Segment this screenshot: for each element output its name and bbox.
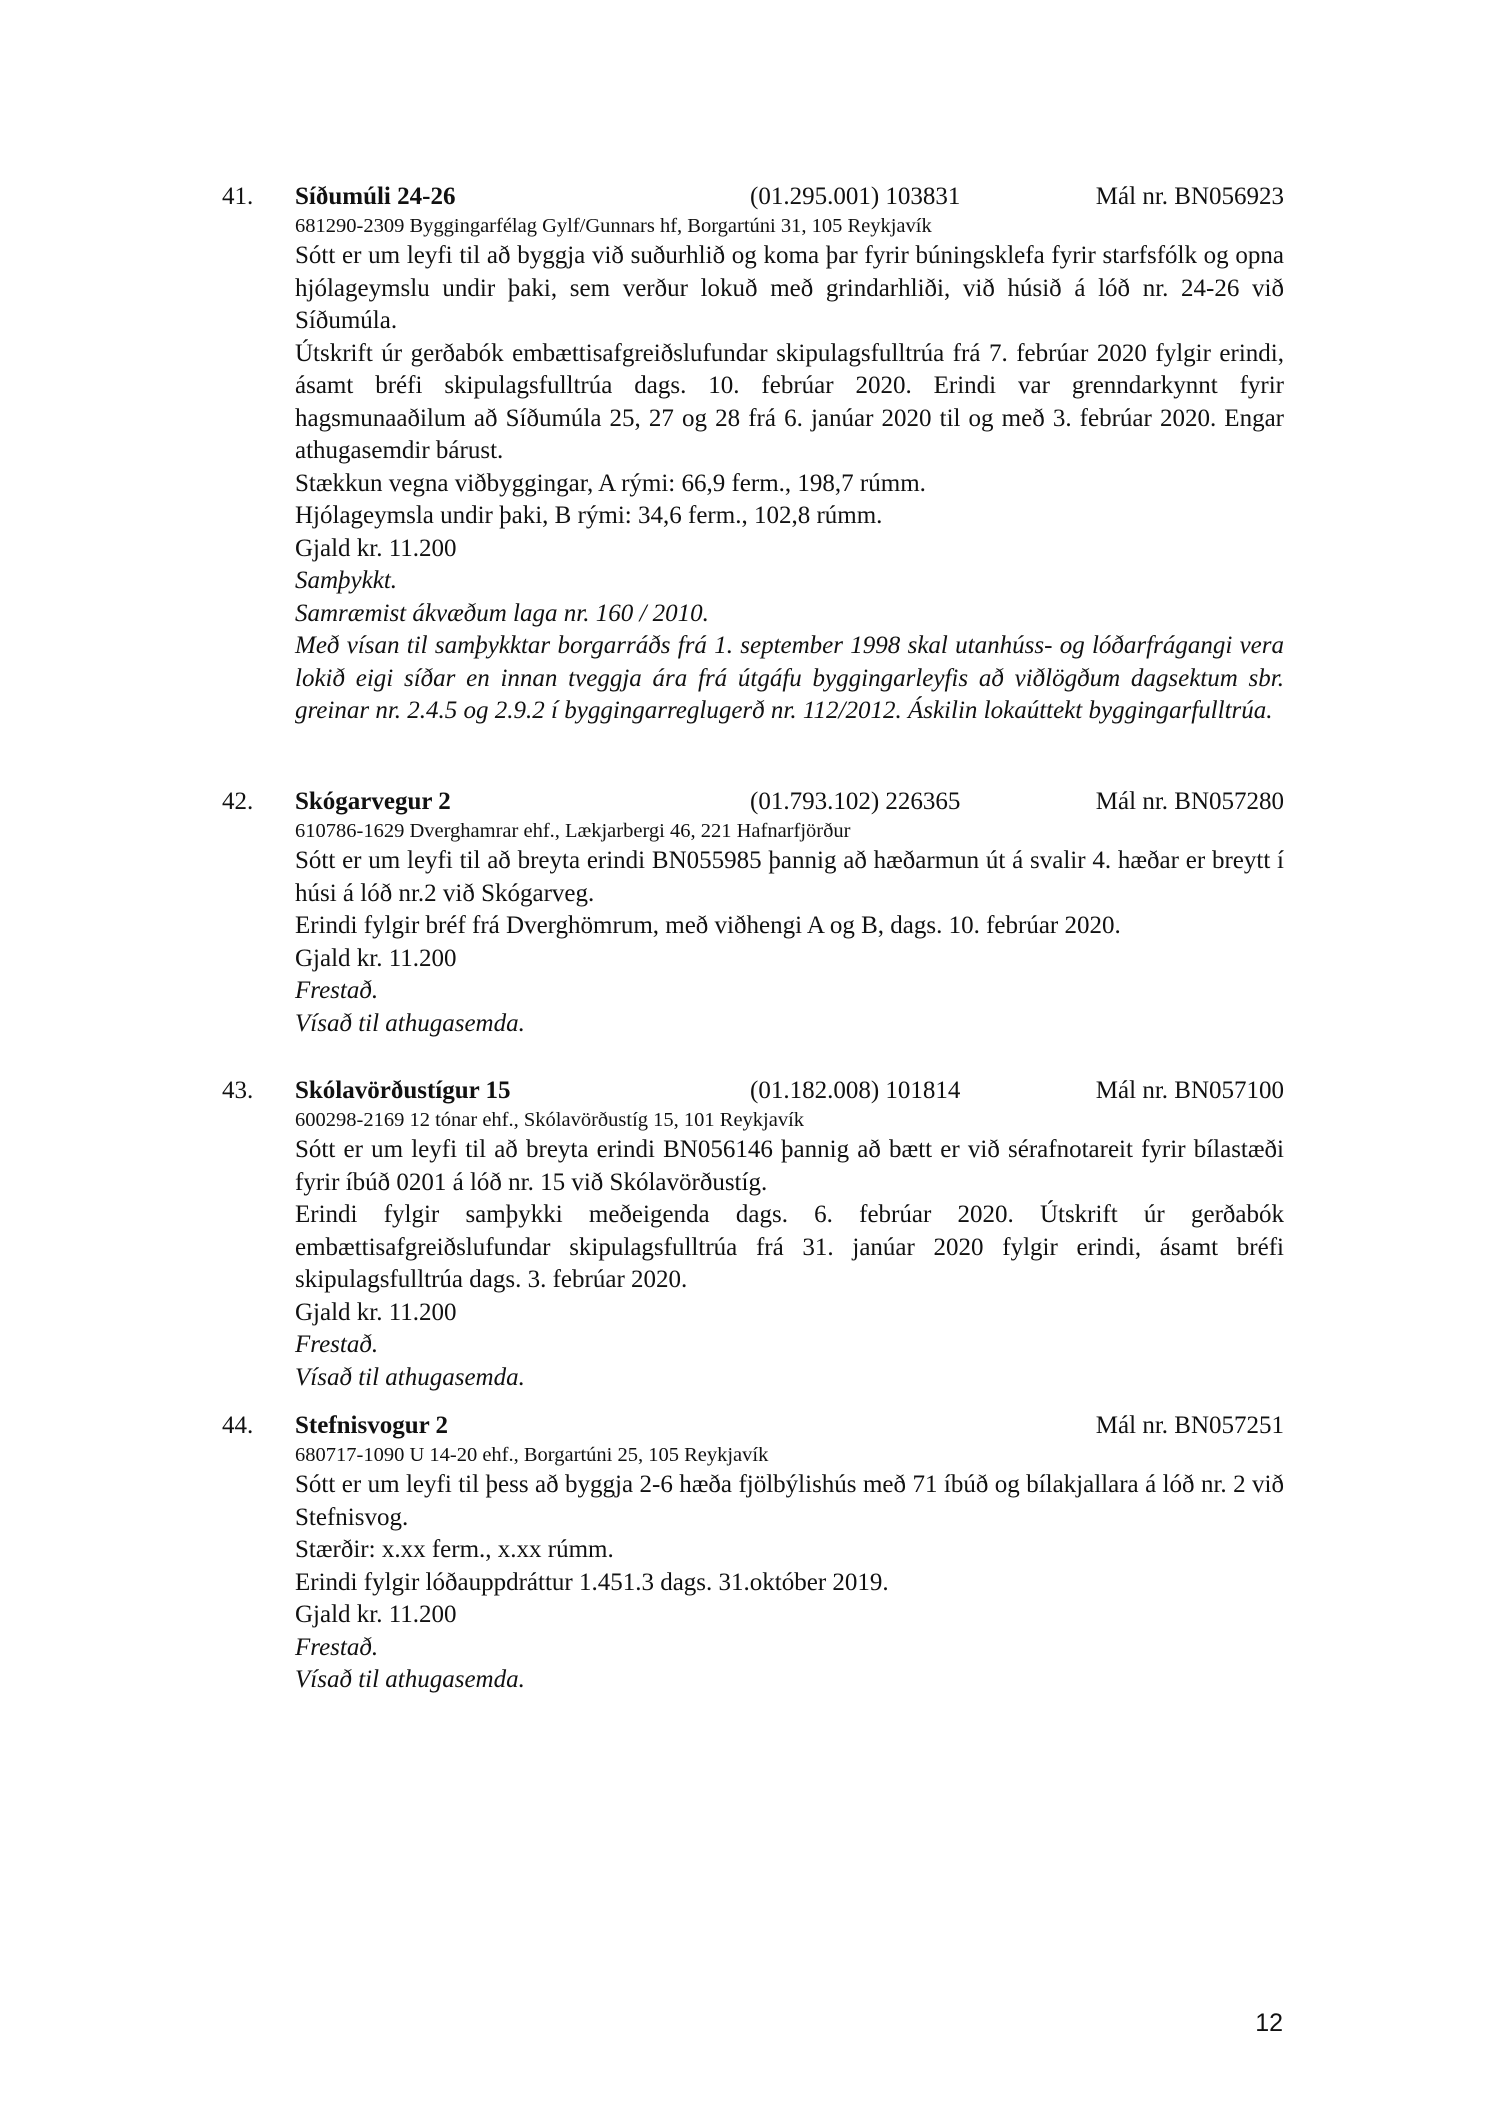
entry-case-number: Mál nr. BN056923 [1095,183,1284,210]
entry-address: Skólavörðustígur 15 [295,1077,511,1104]
entry-decision: Samþykkt. [295,567,398,594]
entry-reference: (01.182.008) 101814 [750,1077,961,1104]
entry-paragraph: Sótt er um leyfi til að breyta erindi BN056146 þannig að bætt er við sérafnotareit fyrir bílastæði fyrir íbúð 0201 á lóð nr. 15 við Skólavörðustíg. [295,1136,1284,1196]
case-entry-44 [222,1410,1284,1697]
entry-paragraph: Sótt er um leyfi til að breyta erindi BN055985 þannig að hæðarmun út á svalir 4. hæðar er breytt í húsi á lóð nr.2 við Skógarveg. [295,847,1284,907]
entry-applicant: 681290-2309 Byggingarfélag Gylf/Gunnars hf, Borgartúni 31, 105 Reykjavík [295,215,932,237]
entry-case-number: Mál nr. BN057251 [1095,1412,1284,1439]
entry-body [295,213,1284,728]
entry-case-number: Mál nr. BN057280 [1095,788,1284,815]
entry-line: Stækkun vegna viðbyggingar, A rými: 66,9 ferm., 198,7 rúmm. [295,469,926,497]
page-number: 12 [1255,2009,1283,2037]
entry-body [295,1442,1284,1697]
case-entry-42 [222,786,1284,1040]
entry-fee: Gjald kr. 11.200 [295,944,457,972]
entry-fee: Gjald kr. 11.200 [295,1601,457,1628]
entry-decision: Vísað til athugasemda. [295,1363,525,1391]
entry-case-number: Mál nr. BN057100 [1095,1077,1284,1104]
entry-body [295,818,1284,1040]
entry-number: 42. [222,788,254,815]
entry-header [222,181,1284,213]
entry-paragraph: Sótt er um leyfi til þess að byggja 2-6 hæða fjölbýlishús með 71 íbúð og bílakjallara á lóð nr. 2 við Stefnisvog. [295,1471,1284,1531]
entry-reference: (01.793.102) 226365 [750,788,961,815]
entry-applicant: 610786-1629 Dverghamrar ehf., Lækjarbergi 46, 221 Hafnarfjörður [295,820,851,842]
entry-decision: Frestað. [295,1331,379,1358]
entry-fee: Gjald kr. 11.200 [295,1298,457,1326]
entry-note: Með vísan til samþykktar borgarráðs frá 1. september 1998 skal utanhúss- og lóðarfrágangi vera lokið eigi síðar en innan tveggja ára frá útgáfu byggingarleyfis að viðlögðum dagsektum sbr. greinar nr. 2.4.5 og 2.9.2 í byggingarreglugerð nr. 112/2012. Áskilin lokaúttekt byggingarfulltrúa. [295,632,1284,724]
entry-reference: (01.295.001) 103831 [750,183,961,210]
entry-line: Stærðir: x.xx ferm., x.xx rúmm. [295,1536,614,1563]
entry-address: Síðumúli 24-26 [295,183,456,210]
entry-decision: Frestað. [295,977,379,1004]
entry-applicant: 680717-1090 U 14-20 ehf., Borgartúni 25, 105 Reykjavík [295,1444,769,1466]
entry-header [222,786,1284,818]
case-entry-41 [222,181,1284,728]
entry-number: 43. [222,1077,254,1104]
entry-line: Erindi fylgir lóðauppdráttur 1.451.3 dags. 31.október 2019. [295,1568,889,1596]
entry-line: Hjólageymsla undir þaki, B rými: 34,6 ferm., 102,8 rúmm. [295,502,883,529]
entry-decision: Vísað til athugasemda. [295,1009,525,1037]
entry-paragraph: Erindi fylgir samþykki meðeigenda dags. 6. febrúar 2020. Útskrift úr gerðabók embættisafgreiðslufundar skipulagsfulltrúa frá 31. janúar 2020 fylgir erindi, ásamt bréfi skipulagsfulltrúa dags. 3. febrúar 2020. [295,1201,1284,1293]
entry-decision: Samræmist ákvæðum laga nr. 160 / 2010. [295,599,709,627]
entry-body [295,1107,1284,1394]
entry-decision: Frestað. [295,1633,379,1661]
entry-header [222,1075,1284,1107]
entry-number: 44. [222,1412,254,1439]
entry-applicant: 600298-2169 12 tónar ehf., Skólavörðustíg 15, 101 Reykjavík [295,1109,805,1131]
entry-address: Skógarvegur 2 [295,788,451,815]
entry-number: 41. [222,183,254,210]
entry-paragraph: Erindi fylgir bréf frá Dverghömrum, með viðhengi A og B, dags. 10. febrúar 2020. [295,912,1121,939]
case-entry-43 [222,1075,1284,1394]
entry-header [222,1410,1284,1442]
entry-fee: Gjald kr. 11.200 [295,534,457,562]
entry-decision: Vísað til athugasemda. [295,1666,525,1693]
entry-paragraph: Sótt er um leyfi til að byggja við suðurhlið og koma þar fyrir búningsklefa fyrir starfsfólk og opna hjólageymslu undir þaki, sem verður lokuð með grindarhliði, við húsið á lóð nr. 24-26 við Síðumúla. [295,242,1284,334]
entry-address: Stefnisvogur 2 [295,1412,449,1439]
entry-paragraph: Útskrift úr gerðabók embættisafgreiðslufundar skipulagsfulltrúa frá 7. febrúar 2020 fylgir erindi, ásamt bréfi skipulagsfulltrúa dags. 10. febrúar 2020. Erindi var grenndarkynnt fyrir hagsmunaaðilum að Síðumúla 25, 27 og 28 frá 6. janúar 2020 til og með 3. febrúar 2020. Engar athugasemdir bárust. [295,339,1284,464]
